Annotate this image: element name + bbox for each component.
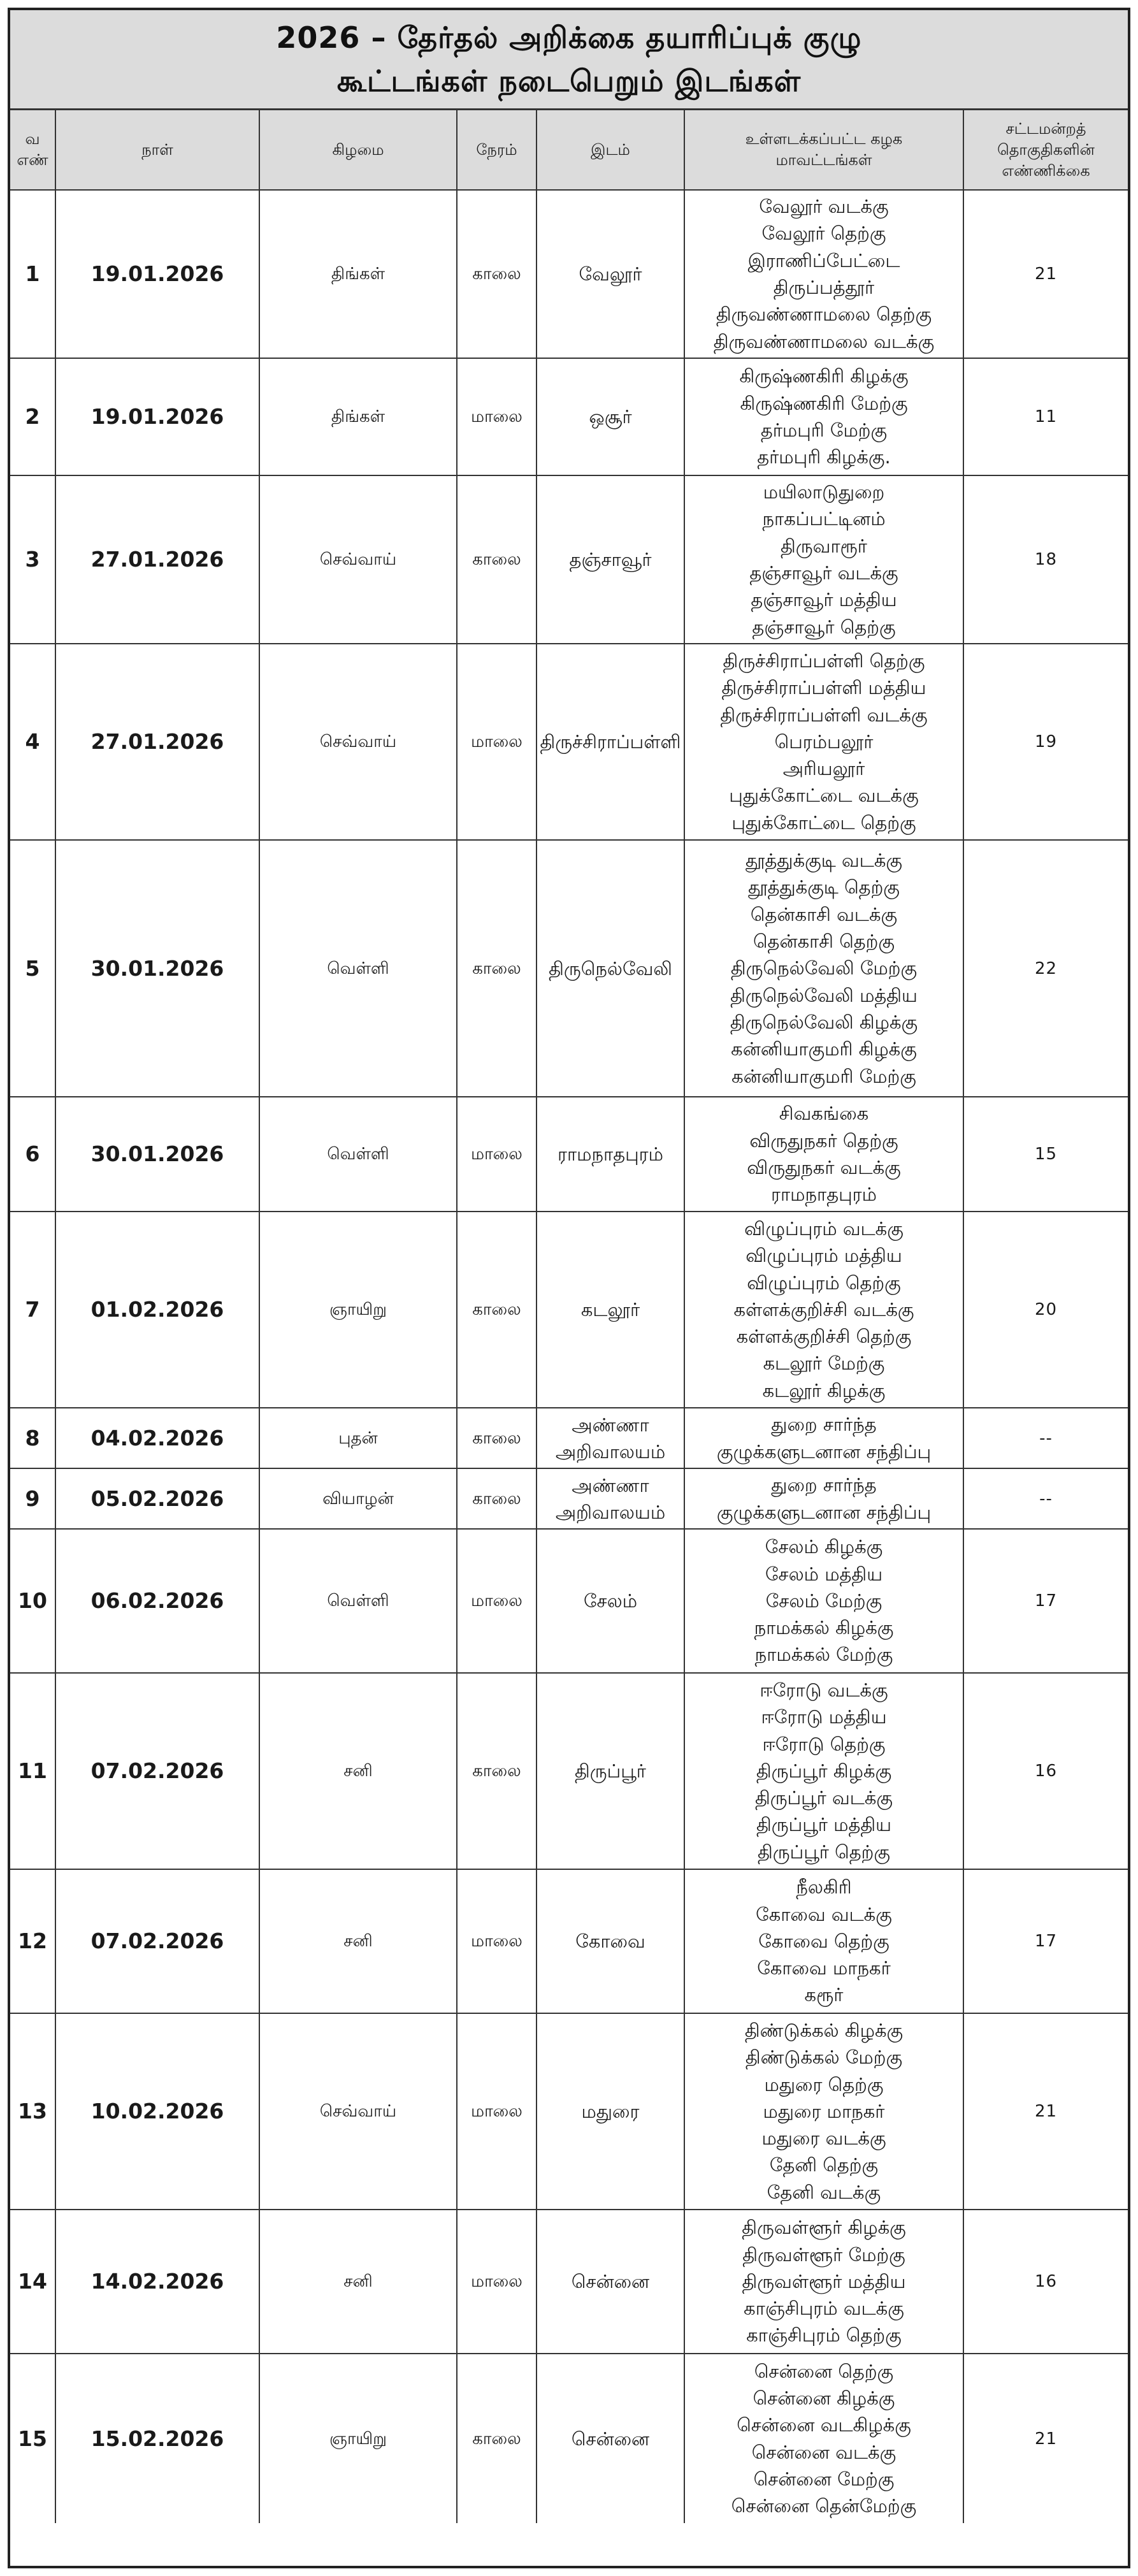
cell-session: காலை [457, 1468, 537, 1529]
cell-venue-line: திருப்பூர் [575, 1760, 646, 1782]
table-row [10, 1673, 1128, 1869]
cell-venue-line: அறிவாலயம் [555, 1440, 666, 1463]
cell-districts-line: திருநெல்வேலி கிழக்கு [730, 1011, 918, 1033]
cell-districts-line: தர்மபுரி கிழக்கு. [757, 446, 891, 468]
cell-districts-line: கன்னியாகுமரி மேற்கு [731, 1065, 916, 1087]
table-row [10, 1408, 1128, 1468]
cell-weekday: ஞாயிறு [259, 2354, 457, 2523]
cell-serial-number: 6 [10, 1097, 55, 1212]
cell-districts-line: மதுரை தெற்கு [764, 2073, 884, 2095]
cell-venue [537, 190, 684, 358]
cell-weekday: செவ்வாய் [259, 2013, 457, 2210]
cell-venue [537, 644, 684, 840]
cell-session: காலை [457, 1673, 537, 1869]
cell-weekday: செவ்வாய் [259, 475, 457, 644]
cell-weekday: சனி [259, 1869, 457, 2013]
cell-districts [684, 644, 963, 840]
cell-venue [537, 1408, 684, 1468]
cell-districts-line: குழுக்களுடனான சந்திப்பு [716, 1440, 932, 1463]
table-row [10, 190, 1128, 358]
table-row [10, 1468, 1128, 1529]
cell-districts-line: கிருஷ்ணகிரி மேற்கு [740, 392, 908, 414]
cell-serial-number: 10 [10, 1529, 55, 1673]
cell-constituency-count: 22 [963, 840, 1128, 1097]
cell-venue [537, 1869, 684, 2013]
cell-districts-line: கள்ளக்குறிச்சி தெற்கு [736, 1326, 912, 1348]
cell-date: 07.02.2026 [55, 1673, 259, 1869]
cell-districts-line: திருப்பத்தூர் [773, 277, 875, 298]
cell-date: 27.01.2026 [55, 475, 259, 644]
cell-districts-line: கோவை மாநகர் [757, 1957, 891, 1979]
cell-districts-line: விருதுநகர் வடக்கு [747, 1157, 901, 1178]
cell-venue-line: அறிவாலயம் [555, 1501, 666, 1523]
cell-districts [684, 840, 963, 1097]
cell-districts [684, 358, 963, 475]
cell-date: 07.02.2026 [55, 1869, 259, 2013]
cell-date: 27.01.2026 [55, 644, 259, 840]
cell-districts-line: மதுரை வடக்கு [761, 2127, 886, 2150]
cell-districts-line: காஞ்சிபுரம் வடக்கு [744, 2297, 904, 2320]
cell-session: காலை [457, 840, 537, 1097]
cell-districts-line: நாமக்கல் மேற்கு [754, 1644, 893, 1666]
cell-venue-line: மதுரை [581, 2101, 640, 2122]
cell-venue [537, 475, 684, 644]
cell-constituency-count: 16 [963, 2210, 1128, 2354]
cell-districts-line: விழுப்புரம் மத்திய [745, 1245, 902, 1267]
cell-venue [537, 2210, 684, 2354]
header-districts: உள்ளடக்கப்பட்ட கழக மாவட்டங்கள் [684, 110, 963, 190]
cell-districts-line: சென்னை தெற்கு [754, 2360, 894, 2382]
table-row [10, 644, 1128, 840]
cell-date: 15.02.2026 [55, 2354, 259, 2523]
table-row [10, 840, 1128, 1097]
cell-weekday: ஞாயிறு [259, 1212, 457, 1408]
cell-districts-line: துறை சார்ந்த [771, 1474, 877, 1496]
cell-districts-line: துறை சார்ந்த [771, 1414, 877, 1436]
cell-venue [537, 840, 684, 1097]
header-row [10, 110, 1128, 190]
cell-districts-line: தூத்துக்குடி தெற்கு [748, 876, 900, 899]
cell-serial-number: 11 [10, 1673, 55, 1869]
cell-date: 19.01.2026 [55, 190, 259, 358]
cell-districts-line: பெரம்பலூர் [774, 730, 874, 753]
cell-districts-line: கன்னியாகுமரி கிழக்கு [731, 1038, 917, 1060]
cell-session: காலை [457, 475, 537, 644]
cell-serial-number: 13 [10, 2013, 55, 2210]
cell-venue-line: திருநெல்வேலி [549, 957, 672, 980]
cell-date: 01.02.2026 [55, 1212, 259, 1408]
cell-session: காலை [457, 1408, 537, 1468]
cell-date: 04.02.2026 [55, 1408, 259, 1468]
table-row [10, 358, 1128, 475]
cell-serial-number: 1 [10, 190, 55, 358]
cell-districts-line: திண்டுக்கல் மேற்கு [745, 2046, 903, 2069]
cell-session: மாலை [457, 1097, 537, 1212]
cell-session: காலை [457, 1212, 537, 1408]
cell-districts-line: நீலகிரி [796, 1876, 852, 1899]
cell-districts-line: சென்னை தென்மேற்கு [731, 2495, 917, 2517]
cell-venue-line: கோவை [575, 1930, 645, 1952]
cell-venue [537, 2013, 684, 2210]
cell-districts-line: திருநெல்வேலி மத்திய [730, 984, 918, 1006]
cell-venue-line: அண்ணா [572, 1414, 649, 1436]
cell-districts-line: தஞ்சாவூர் தெற்கு [752, 616, 896, 638]
cell-districts-line: திருப்பூர் மத்திய [756, 1814, 891, 1836]
cell-venue-line: அண்ணா [572, 1474, 649, 1496]
cell-venue [537, 2354, 684, 2523]
cell-date: 30.01.2026 [55, 840, 259, 1097]
cell-districts-line: திருவண்ணாமலை வடக்கு [713, 330, 935, 352]
cell-serial-number: 8 [10, 1408, 55, 1468]
cell-weekday: வெள்ளி [259, 1529, 457, 1673]
cell-weekday: சனி [259, 2210, 457, 2354]
cell-districts-line: தர்மபுரி மேற்கு [760, 419, 888, 441]
cell-venue-line: கடலூர் [580, 1299, 640, 1321]
cell-districts-line: திண்டுக்கல் கிழக்கு [744, 2019, 904, 2041]
cell-districts-line: வேலூர் வடக்கு [759, 196, 889, 218]
cell-districts-line: விழுப்புரம் தெற்கு [747, 1271, 901, 1294]
cell-districts-line: சேலம் மத்திய [765, 1563, 883, 1585]
cell-districts [684, 1673, 963, 1869]
cell-districts-line: அரியலூர் [782, 758, 865, 780]
cell-date: 05.02.2026 [55, 1468, 259, 1529]
cell-districts-line: ஈரோடு மத்திய [761, 1706, 887, 1728]
cell-districts-line: ஈரோடு வடக்கு [760, 1679, 888, 1701]
cell-districts-line: தேனி தெற்கு [769, 2154, 879, 2176]
cell-districts-line: தூத்துக்குடி வடக்கு [745, 850, 903, 872]
cell-districts-line: தஞ்சாவூர் மத்திய [751, 589, 897, 611]
cell-serial-number: 12 [10, 1869, 55, 2013]
cell-date: 30.01.2026 [55, 1097, 259, 1212]
cell-venue-line: ஒசூர் [589, 406, 632, 428]
cell-venue [537, 1529, 684, 1673]
cell-date: 19.01.2026 [55, 358, 259, 475]
cell-districts-line: ஈரோடு தெற்கு [762, 1733, 886, 1755]
cell-serial-number: 14 [10, 2210, 55, 2354]
cell-session: மாலை [457, 1869, 537, 2013]
cell-districts [684, 475, 963, 644]
cell-districts-line: சென்னை மேற்கு [753, 2468, 895, 2490]
cell-venue-line: ராமநாதபுரம் [557, 1143, 663, 1165]
table-row [10, 2354, 1128, 2523]
cell-districts-line: மதுரை மாநகர் [763, 2100, 885, 2122]
cell-districts-line: திருவள்ளூர் கிழக்கு [742, 2217, 906, 2239]
cell-session: மாலை [457, 2013, 537, 2210]
cell-date: 10.02.2026 [55, 2013, 259, 2210]
title-line-1: 2026 – தேர்தல் அறிக்கை தயாரிப்புக் குழு [276, 20, 862, 55]
cell-districts [684, 1529, 963, 1673]
header-day: கிழமை [259, 110, 457, 190]
cell-districts-line: தென்காசி வடக்கு [750, 903, 898, 925]
cell-constituency-count: 21 [963, 190, 1128, 358]
cell-weekday: திங்கள் [259, 190, 457, 358]
cell-date: 14.02.2026 [55, 2210, 259, 2354]
title-line-2: கூட்டங்கள் நடைபெறும் இடங்கள் [336, 64, 802, 98]
table-row [10, 2013, 1128, 2210]
cell-venue-line: திருச்சிராப்பள்ளி [540, 731, 681, 753]
cell-constituency-count: 11 [963, 358, 1128, 475]
cell-venue [537, 1212, 684, 1408]
cell-constituency-count: -- [963, 1408, 1128, 1468]
cell-districts-line: சேலம் மேற்கு [765, 1589, 882, 1612]
cell-venue [537, 1097, 684, 1212]
cell-districts-line: திருவண்ணாமலை தெற்கு [716, 303, 932, 326]
cell-venue-line: சேலம் [583, 1590, 638, 1612]
schedule-sheet [8, 8, 1130, 2568]
cell-serial-number: 9 [10, 1468, 55, 1529]
cell-districts-line: திருநெல்வேலி மேற்கு [730, 957, 918, 980]
cell-districts-line: கடலூர் கிழக்கு [762, 1379, 886, 1401]
cell-districts-line: திருப்பூர் கிழக்கு [756, 1760, 892, 1782]
cell-constituency-count: 18 [963, 475, 1128, 644]
cell-serial-number: 2 [10, 358, 55, 475]
cell-constituency-count: 16 [963, 1673, 1128, 1869]
cell-districts [684, 2210, 963, 2354]
cell-serial-number: 15 [10, 2354, 55, 2523]
cell-districts-line: கடலூர் மேற்கு [763, 1352, 885, 1375]
cell-districts-line: திருவள்ளூர் மத்திய [742, 2270, 906, 2292]
cell-districts-line: வேலூர் தெற்கு [761, 222, 886, 245]
cell-session: காலை [457, 2354, 537, 2523]
cell-venue [537, 358, 684, 475]
cell-constituency-count: 19 [963, 644, 1128, 840]
cell-districts [684, 1468, 963, 1529]
cell-session: காலை [457, 190, 537, 358]
meetings-table [10, 110, 1128, 2523]
cell-districts-line: சென்னை வடகிழக்கு [737, 2414, 911, 2436]
header-time: நேரம் [457, 110, 537, 190]
cell-districts-line: திருவாரூர் [781, 535, 867, 557]
cell-serial-number: 3 [10, 475, 55, 644]
cell-venue-line: தஞ்சாவூர் [569, 549, 652, 570]
cell-districts-line: கோவை தெற்கு [758, 1930, 890, 1952]
cell-districts-line: திருப்பூர் வடக்கு [754, 1787, 893, 1809]
cell-weekday: செவ்வாய் [259, 644, 457, 840]
table-row [10, 1529, 1128, 1673]
table-row [10, 2210, 1128, 2354]
cell-venue-line: சென்னை [571, 2271, 650, 2292]
cell-districts [684, 2013, 963, 2210]
cell-districts-line: இராணிப்பேட்டை [747, 249, 900, 271]
cell-weekday: வியாழன் [259, 1468, 457, 1529]
cell-weekday: புதன் [259, 1408, 457, 1468]
cell-districts-line: மயிலாடுதுறை [763, 481, 885, 503]
cell-districts-line: குழுக்களுடனான சந்திப்பு [716, 1501, 932, 1523]
header-count: சட்டமன்றத் தொகுதிகளின் எண்ணிக்கை [963, 110, 1128, 190]
cell-constituency-count: 17 [963, 1529, 1128, 1673]
header-place: இடம் [537, 110, 684, 190]
cell-venue [537, 1673, 684, 1869]
cell-constituency-count: 20 [963, 1212, 1128, 1408]
cell-districts-line: கிருஷ்ணகிரி கிழக்கு [739, 365, 909, 387]
cell-districts-line: சிவகங்கை [779, 1103, 869, 1125]
table-row [10, 475, 1128, 644]
title-banner [10, 10, 1128, 110]
cell-venue-line: சென்னை [571, 2428, 650, 2450]
cell-weekday: வெள்ளி [259, 1097, 457, 1212]
cell-constituency-count: 21 [963, 2354, 1128, 2523]
cell-districts-line: திருவள்ளூர் மேற்கு [742, 2243, 905, 2266]
cell-districts-line: தேனி வடக்கு [767, 2181, 881, 2203]
cell-serial-number: 4 [10, 644, 55, 840]
table-row [10, 1212, 1128, 1408]
cell-districts-line: கரூர் [804, 1984, 844, 2006]
cell-districts [684, 1212, 963, 1408]
cell-districts-line: புதுக்கோட்டை வடக்கு [729, 785, 919, 807]
cell-venue [537, 1468, 684, 1529]
cell-session: மாலை [457, 2210, 537, 2354]
cell-venue-line: வேலூர் [579, 263, 642, 285]
header-sno: வ எண் [10, 110, 55, 190]
table-row [10, 1869, 1128, 2013]
header-date: நாள் [55, 110, 259, 190]
cell-districts-line: காஞ்சிபுரம் தெற்கு [746, 2324, 902, 2347]
table-row [10, 1097, 1128, 1212]
cell-weekday: வெள்ளி [259, 840, 457, 1097]
cell-districts-line: சென்னை கிழக்கு [753, 2387, 895, 2409]
cell-districts-line: தஞ்சாவூர் வடக்கு [749, 562, 898, 584]
cell-districts-line: திருப்பூர் தெற்கு [758, 1841, 890, 1863]
cell-districts-line: திருச்சிராப்பள்ளி மத்திய [721, 677, 926, 699]
cell-districts-line: சென்னை வடக்கு [751, 2441, 897, 2463]
cell-districts-line: புதுக்கோட்டை தெற்கு [731, 811, 916, 834]
cell-districts-line: திருச்சிராப்பள்ளி தெற்கு [723, 649, 925, 672]
cell-districts [684, 190, 963, 358]
cell-session: மாலை [457, 358, 537, 475]
cell-districts [684, 2354, 963, 2523]
cell-districts-line: ராமநாதபுரம் [770, 1183, 877, 1206]
cell-districts [684, 1097, 963, 1212]
cell-serial-number: 5 [10, 840, 55, 1097]
cell-session: மாலை [457, 644, 537, 840]
cell-weekday: திங்கள் [259, 358, 457, 475]
cell-date: 06.02.2026 [55, 1529, 259, 1673]
cell-districts-line: நாமக்கல் கிழக்கு [754, 1617, 894, 1639]
cell-constituency-count: 21 [963, 2013, 1128, 2210]
cell-districts-line: திருச்சிராப்பள்ளி வடக்கு [720, 704, 928, 726]
cell-constituency-count: -- [963, 1468, 1128, 1529]
cell-districts-line: விழுப்புரம் வடக்கு [744, 1217, 904, 1240]
cell-districts-line: கோவை வடக்கு [756, 1903, 892, 1925]
cell-districts-line: விருதுநகர் தெற்கு [749, 1129, 898, 1152]
cell-constituency-count: 15 [963, 1097, 1128, 1212]
cell-constituency-count: 17 [963, 1869, 1128, 2013]
cell-session: மாலை [457, 1529, 537, 1673]
cell-districts [684, 1408, 963, 1468]
cell-districts-line: சேலம் கிழக்கு [765, 1536, 883, 1558]
cell-districts-line: நாகப்பட்டினம் [762, 508, 886, 530]
cell-districts-line: தென்காசி தெற்கு [753, 930, 895, 953]
table-body [10, 190, 1128, 2523]
cell-districts-line: கள்ளக்குறிச்சி வடக்கு [733, 1298, 914, 1321]
cell-serial-number: 7 [10, 1212, 55, 1408]
cell-weekday: சனி [259, 1673, 457, 1869]
cell-districts [684, 1869, 963, 2013]
